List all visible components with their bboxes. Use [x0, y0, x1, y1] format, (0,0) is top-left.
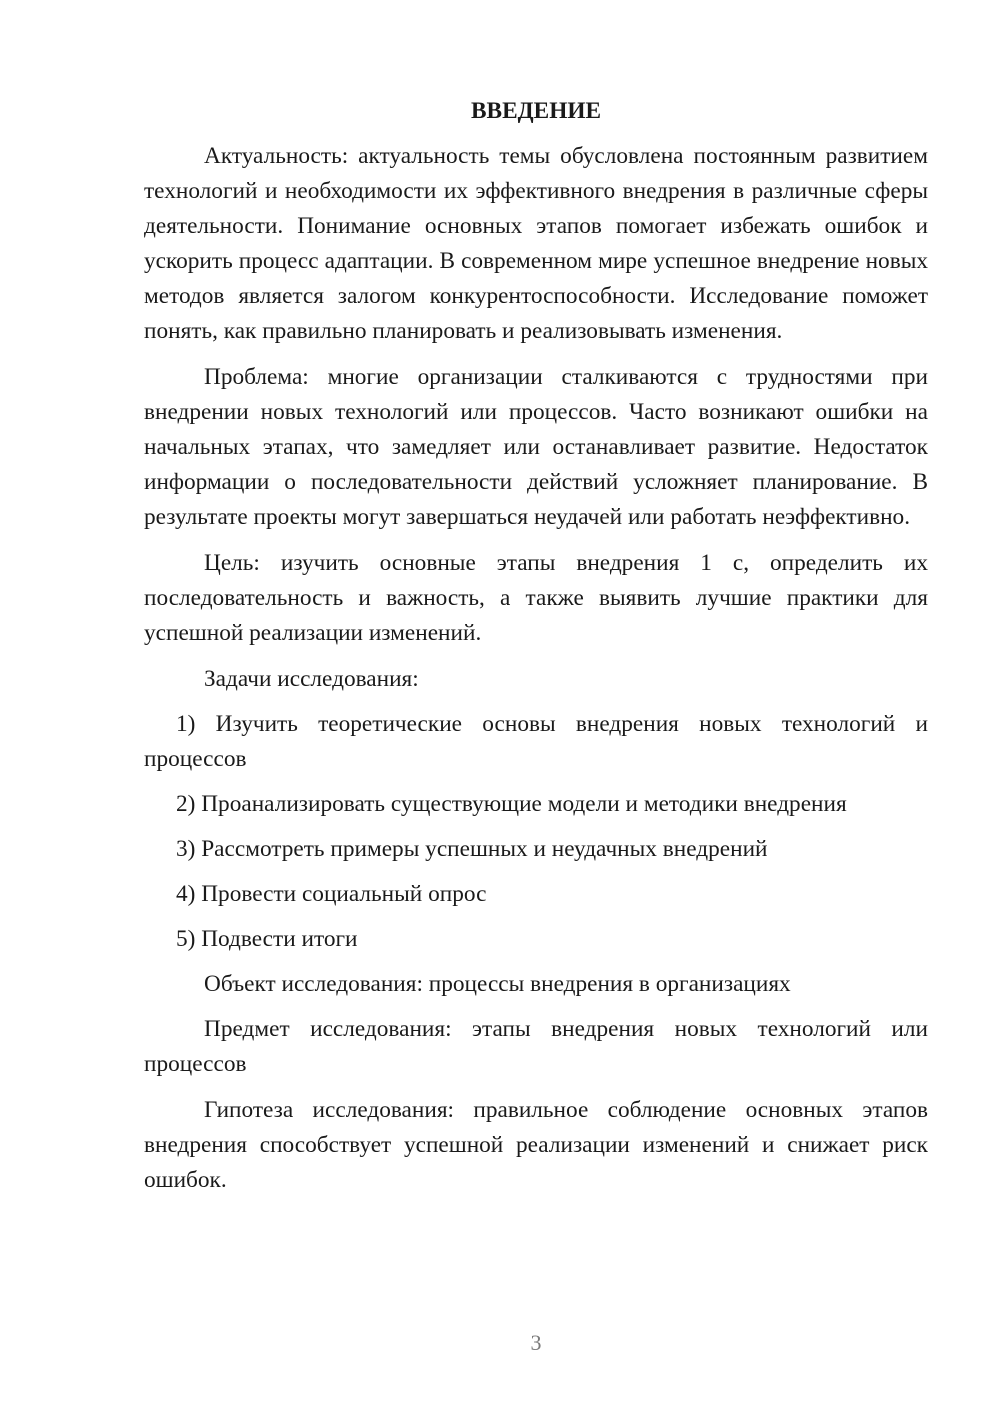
tasks-heading: Задачи исследования: [204, 666, 419, 692]
task-item: 2) Проанализировать существующие модели и методики внедрения [176, 791, 847, 817]
page-number: 3 [530, 1330, 542, 1355]
relevance-paragraph: Актуальность: актуальность темы обусловлена постоянным развитием технологий и необходимости их эффективного внедрения в различные сферы деятельности. Понимание основных этапов помогает избежать ошибок и ускорить процесс адаптации. В современном мире успешное внедрение новых методов является залогом конкурентоспособности. Исследование поможет понять, как правильно планировать и реализовывать изменения. [144, 143, 928, 344]
object-paragraph: Объект исследования: процессы внедрения в организациях [204, 971, 791, 997]
subject-paragraph: Предмет исследования: этапы внедрения новых технологий или процессов [144, 1016, 928, 1077]
goal-paragraph: Цель: изучить основные этапы внедрения 1 с, определить их последовательность и важность, а также выявить лучшие практики для успешной реализации изменений. [144, 550, 928, 646]
task-item: 5) Подвести итоги [176, 926, 358, 952]
document-body [144, 94, 928, 1209]
task-item: 1) Изучить теоретические основы внедрения новых технологий и процессов [144, 711, 928, 772]
problem-paragraph: Проблема: многие организации сталкиваются с трудностями при внедрении новых технологий или процессов. Часто возникают ошибки на начальных этапах, что замедляет или останавливает развитие. Недостаток информации о последовательности действий усложняет планирование. В результате проекты могут завершаться неудачей или работать неэффективно. [144, 364, 928, 530]
task-item: 4) Провести социальный опрос [176, 881, 487, 907]
hypothesis-paragraph: Гипотеза исследования: правильное соблюдение основных этапов внедрения способствует успешной реализации изменений и снижает риск ошибок. [144, 1097, 928, 1193]
section-title: ВВЕДЕНИЕ [471, 98, 601, 124]
task-item: 3) Рассмотреть примеры успешных и неудачных внедрений [176, 836, 768, 862]
